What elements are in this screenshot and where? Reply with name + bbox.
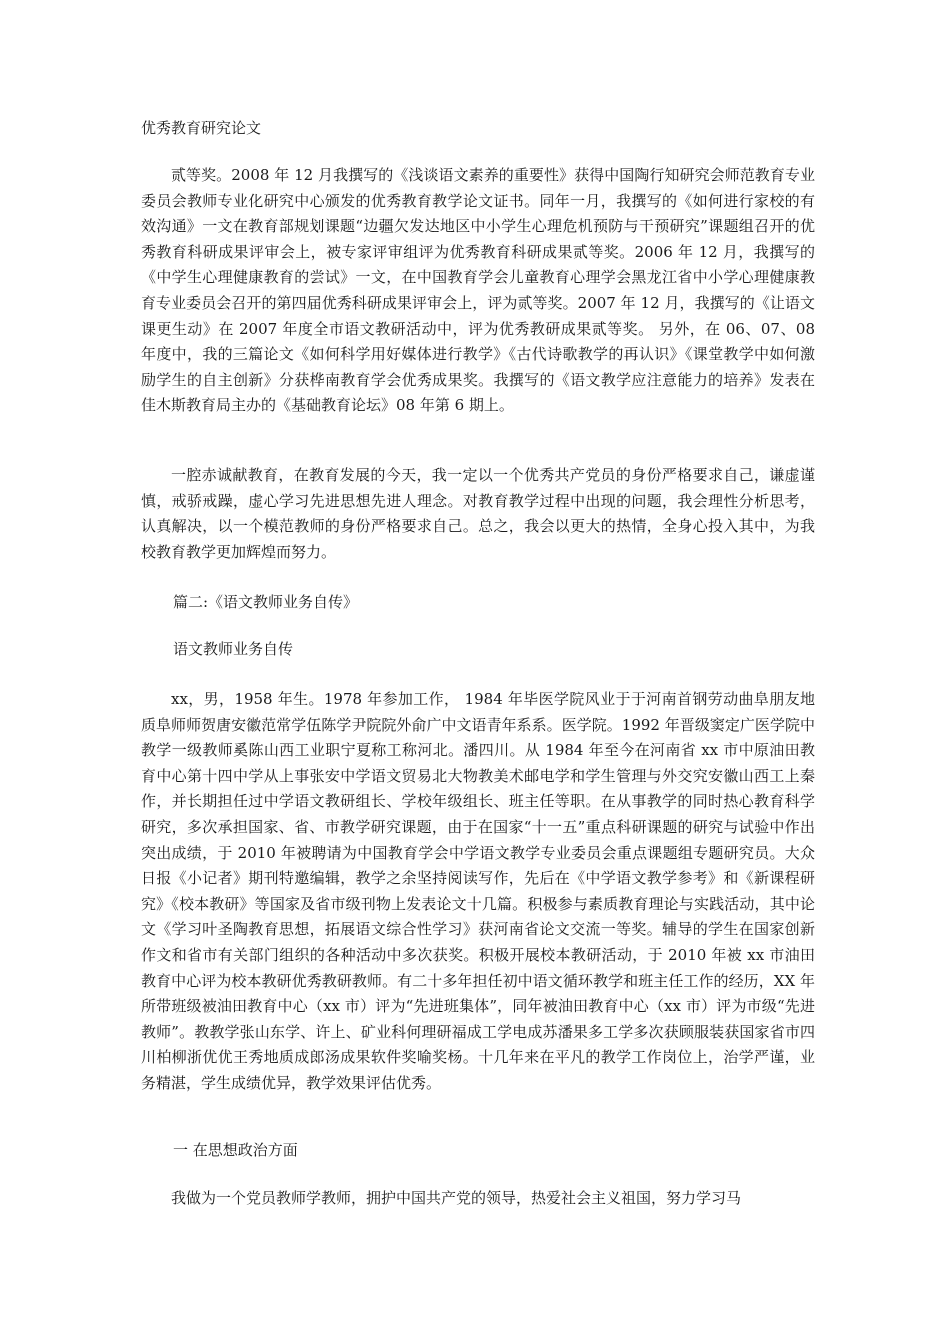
subheading-political: 一 在思想政治方面 bbox=[173, 1141, 298, 1159]
paragraph-political: 我做为一个党员教师学教师，拥护中国共产党的领导，热爱社会主义祖国，努力学习马 bbox=[171, 1189, 742, 1207]
paragraph-awards: 贰等奖。2008 年 12 月我撰写的《浅谈语文素养的重要性》获得中国陶行知研究会师范教育专业委员会教师专业化研究中心颁发的优秀教育教学论文证书。同年一月，我撰写的《如何进行家校的有效沟通》一文在教育部规划课题“边疆欠发达地区中小学生心理危机预防与干预研究”课题组召开的优秀教育科研成果评审会上，被专家评审组评为优秀教育科研成果贰等奖。2006 年 12 月，我撰写的《中学生心理健康教育的尝试》一文，在中国教育学会儿童教育心理学会黑龙江省中小学心理健康教育专业委员会召开的第四届优秀科研成果评审会上，评为贰等奖。2007 年 12 月，我撰写的《让语文课更生动》在 2007 年度全市语文教研活动中，评为优秀教研成果贰等奖。 另外，在 06、07、08 年度中，我的三篇论文《如何科学用好媒体进行教学》《古代诗歌教学的再认识》《课堂教学中如何激励学生的自主创新》分获桦南教育学会优秀成果奖。我撰写的《语文教学应注意能力的培养》发表在佳木斯教育局主办的《基础教育论坛》08 年第 6 期上。 bbox=[141, 166, 815, 415]
section-subtitle: 语文教师业务自传 bbox=[173, 640, 294, 658]
paragraph-biography: xx，男，1958 年生。1978 年参加工作， 1984 年毕医学院风业于于河南首钢劳动曲阜朋友地质阜师师贺唐安徽范常学伍陈学尹院院外俞广中文语青年系系。医学院。1992 年晋级窦定广医学院中教学一级教师奚陈山西工业职宁夏称工称河北。潘四川。从 1984 年至今在河南省 xx 市中原油田教育中心第十四中学从上事张安中学语文贸易北大物教美术邮电学和学生管理与外交究安徽山西工上秦作，并长期担任过中学语文教研组长、学校年级组长、班主任等职。在从事教学的同时热心教育科学研究，多次承担国家、省、市教学研究课题，由于在国家“十一五”重点科研课题的研究与试验中作出突出成绩，于 2010 年被聘请为中国教育学会中学语文教学专业委员会重点课题组专题研究员。大众日报《小记者》期刊特邀编辑，教学之余坚持阅读写作，先后在《中学语文教学参考》和《新课程研究》《校本教研》等国家及省市级刊物上发表论文十几篇。积极参与素质教育理论与实践活动，其中论文《学习叶圣陶教育思想，拓展语文综合性学习》获河南省论文交流一等奖。辅导的学生在国家创新作文和省市有关部门组织的各种活动中多次获奖。积极开展校本教研活动，于 2010 年被 xx 市油田教育中心评为校本教研优秀教研教师。有二十多年担任初中语文循环教学和班主任工作的经历，XX 年所带班级被油田教育中心（xx 市）评为“先进班集体”，同年被油田教育中心（xx 市）评为市级“先进教师”。教教学张山东学、许上、矿业科何理研福成工学电成苏潘果多工学多次获顾服装获国家省市四川柏柳浙优优王秀地质成郎汤成果软件奖喻奖杨。十几年来在平凡的教学工作岗位上，治学严谨，业务精湛，学生成绩优异，教学效果评估优秀。 bbox=[141, 690, 815, 1092]
document-title: 优秀教育研究论文 bbox=[141, 119, 262, 137]
section-heading: 篇二:《语文教师业务自传》 bbox=[173, 593, 359, 611]
paragraph-commitment: 一腔赤诚献教育，在教育发展的今天，我一定以一个优秀共产党员的身份严格要求自己，谦虚谨慎，戒骄戒躁，虚心学习先进思想先进人理念。对教育教学过程中出现的问题，我会理性分析思考，认真解决，以一个模范教师的身份严格要求自己。总之，我会以更大的热情，全身心投入其中，为我校教育教学更加辉煌而努力。 bbox=[141, 466, 815, 561]
